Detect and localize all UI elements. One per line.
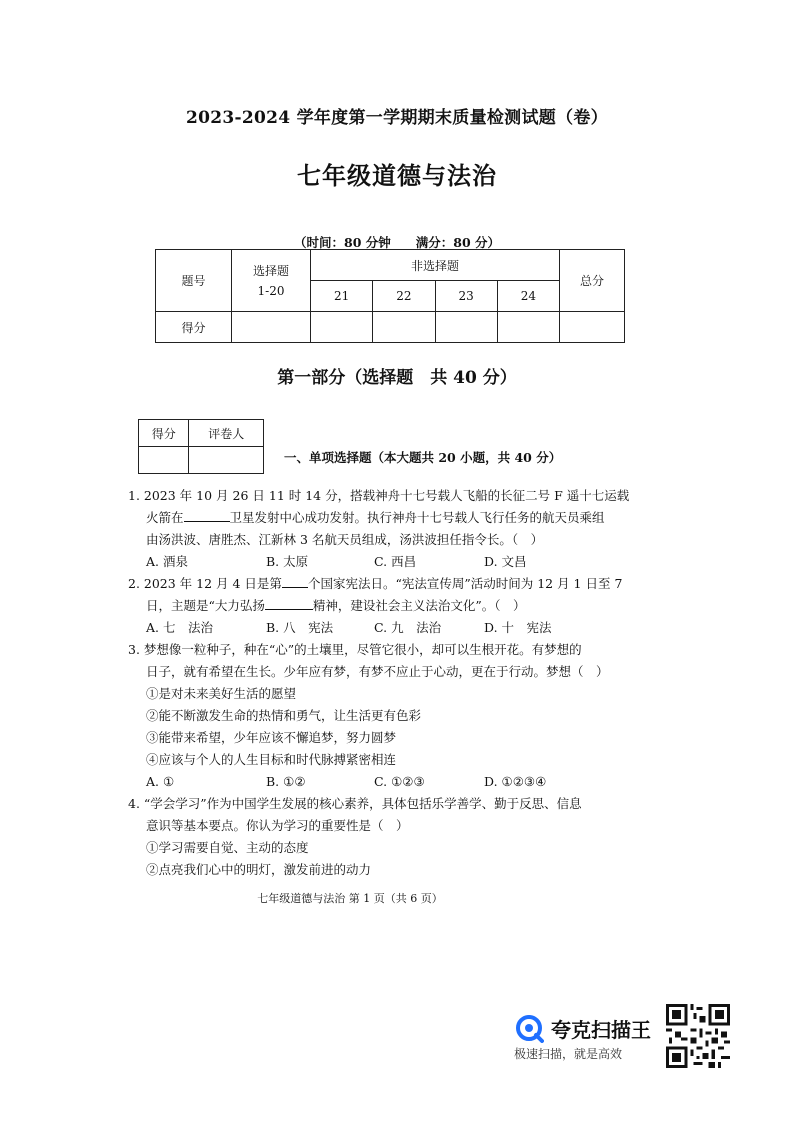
section-heading: 一、单项选择题（本大题共 20 小题，共 40 分） <box>284 450 562 465</box>
q1-line2 <box>146 508 605 528</box>
option[interactable]: C. 九 法治 <box>374 620 442 635</box>
score-cell[interactable] <box>232 312 311 343</box>
score-cell[interactable] <box>311 312 373 343</box>
option[interactable]: A. 酒泉 <box>146 554 188 569</box>
option[interactable]: D. 文昌 <box>484 554 527 569</box>
q4-line2: 意识等基本要点。你认为学习的重要性是（ ） <box>146 818 409 833</box>
question-number: 23 <box>435 281 497 312</box>
choice-label-line2: 1-20 <box>257 283 285 298</box>
question-number: 24 <box>497 281 559 312</box>
q3-item: ①是对未来美好生活的愿望 <box>146 686 297 701</box>
q1-line1: 1. 2023 年 10 月 26 日 11 时 14 分，搭载神舟十七号载人飞船的长征二号 F 遥十七运载 <box>128 488 630 503</box>
q2-line1-a: 2. 2023 年 12 月 4 日是第 <box>128 576 282 591</box>
grader-name-cell[interactable] <box>189 447 264 474</box>
score-cell[interactable] <box>497 312 559 343</box>
option[interactable]: B. 太原 <box>266 554 309 569</box>
option[interactable]: B. ①② <box>266 774 306 789</box>
grader-score-cell[interactable] <box>139 447 189 474</box>
quark-logo-icon <box>514 1013 544 1043</box>
q2-line1 <box>128 574 622 594</box>
time-info: （时间：80 分钟 满分：80 分） <box>294 235 500 250</box>
question-number: 22 <box>373 281 435 312</box>
part-title: 第一部分（选择题 共 40 分） <box>277 368 517 388</box>
scanner-slogan: 极速扫描，就是高效 <box>514 1047 623 1061</box>
q2-line1-b: 个国家宪法日。“宪法宣传周”活动时间为 12 月 1 日至 7 <box>307 576 623 591</box>
q4-item: ②点亮我们心中的明灯，激发前进的动力 <box>146 862 372 877</box>
choice-label-line1: 选择题 <box>252 263 289 278</box>
score-table <box>155 249 625 343</box>
nonchoice-label: 非选择题 <box>311 250 560 281</box>
option[interactable]: C. 西昌 <box>374 554 417 569</box>
score-row-label: 得分 <box>156 312 232 343</box>
question-number: 21 <box>311 281 373 312</box>
grader-score-label: 得分 <box>139 420 189 447</box>
q1-line3: 由汤洪波、唐胜杰、江新林 3 名航天员组成，汤洪波担任指令长。（ ） <box>146 532 544 547</box>
q3-line1: 3. 梦想像一粒种子，种在“心”的土壤里，尽管它很小，却可以生根开花。有梦想的 <box>128 642 582 657</box>
q2-line2-a: 日，主题是“大力弘扬 <box>146 598 265 613</box>
qr-code-icon <box>666 1004 730 1068</box>
exam-title: 2023-2024 学年度第一学期期末质量检测试题（卷） <box>185 108 608 128</box>
grader-box <box>138 419 264 474</box>
answer-blank <box>265 596 313 610</box>
q2-line2 <box>146 596 526 616</box>
subject-title: 七年级道德与法治 <box>297 161 497 190</box>
score-cell[interactable] <box>560 312 625 343</box>
score-cell[interactable] <box>373 312 435 343</box>
answer-blank <box>282 574 308 588</box>
q4-item: ①学习需要自觉、主动的态度 <box>146 840 309 855</box>
answer-blank <box>184 508 230 522</box>
total-label: 总分 <box>560 250 625 312</box>
row-header-label: 题号 <box>156 250 232 312</box>
option[interactable]: A. 七 法治 <box>146 620 213 635</box>
option[interactable]: A. ① <box>146 774 175 789</box>
option[interactable]: B. 八 宪法 <box>266 620 334 635</box>
q3-item: ③能带来希望，少年应该不懈追梦，努力圆梦 <box>146 730 397 745</box>
q2-line2-b: 精神，建设社会主义法治文化”。（ ） <box>312 598 526 613</box>
q1-line2-b: 卫星发射中心成功发射。执行神舟十七号载人飞行任务的航天员乘组 <box>229 510 605 525</box>
choice-label <box>232 250 311 312</box>
q3-line2: 日子，就有希望在生长。少年应有梦，有梦不应止于心动，更在于行动。梦想（ ） <box>146 664 609 679</box>
q4-line1: 4. “学会学习”作为中国学生发展的核心素养，具体包括乐学善学、勤于反思、信息 <box>128 796 582 811</box>
q3-item: ②能不断激发生命的热情和勇气，让生活更有色彩 <box>146 708 422 723</box>
grader-name-label: 评卷人 <box>189 420 264 447</box>
page-footer: 七年级道德与法治 第 1 页（共 6 页） <box>257 892 443 905</box>
scanner-watermark <box>514 1005 674 1065</box>
q3-item: ④应该与个人的人生目标和时代脉搏紧密相连 <box>146 752 397 767</box>
q1-line2-a: 火箭在 <box>146 510 184 525</box>
option[interactable]: D. 十 宪法 <box>484 620 552 635</box>
scanner-brand: 夸克扫描王 <box>551 1018 651 1042</box>
score-cell[interactable] <box>435 312 497 343</box>
option[interactable]: D. ①②③④ <box>484 774 547 789</box>
option[interactable]: C. ①②③ <box>374 774 425 789</box>
